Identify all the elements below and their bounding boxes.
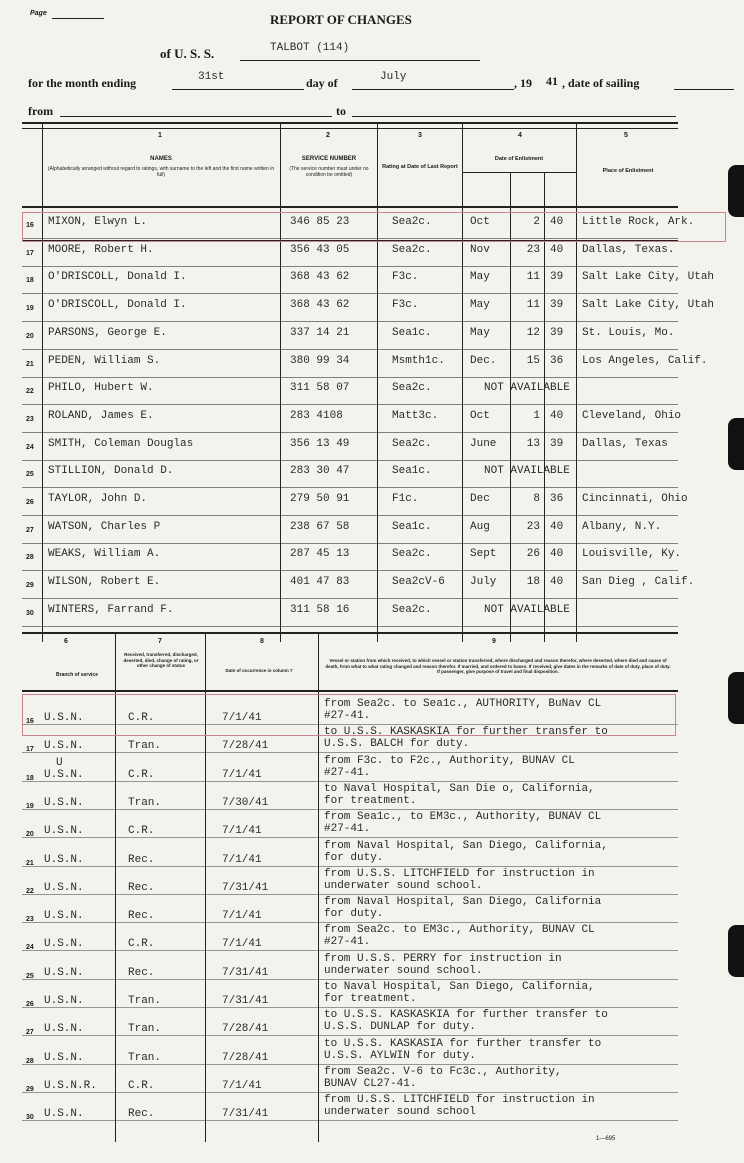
col-line-place [576,122,577,642]
row-line [22,752,678,753]
enlist-day: 11 [526,299,540,312]
enlist-year: 39 [550,326,564,339]
row-line [22,377,678,378]
row-number: 28 [26,554,34,562]
change-status: Rec. [128,853,155,866]
page-underline [52,18,104,19]
remarks-line-2: underwater sound school [324,1106,476,1119]
occurrence-date: 7/28/41 [222,1051,269,1064]
service-number: 356 13 49 [290,437,350,450]
row-line [22,1064,678,1065]
occurrence-date: 7/1/41 [222,825,262,838]
remarks-line-2: U.S.S. DUNLAP for duty. [324,1021,476,1034]
ship-name: TALBOT (114) [270,42,350,54]
enlist-year: 40 [550,216,564,228]
enlist-day: 13 [526,437,540,450]
service-number: 356 43 05 [290,243,350,256]
row-line [22,979,678,980]
enlist-year: 40 [550,243,564,256]
row-number: 20 [26,332,34,340]
change-status: Tran. [128,796,162,809]
remarks-line-1: from Sea2c. to Sea1c., AUTHORITY, BuNav CL [324,698,602,710]
change-status: Tran. [128,1051,162,1064]
person-name: WEAKS, William A. [48,548,161,561]
branch-of-service: U.S.N. [44,768,84,781]
row-line [22,404,678,405]
remarks-line-1: from Naval Hospital, San Diego, California, [324,839,608,852]
remarks-header: Vessel or station from which received, to which vessel or station transferred, where discharged and reason therefor, where deserted, where died and cause of death, from what to what rating changed and reason therefor. If married, and ordered to bases. If received, give dates in the remarks of date of duty, place of duty. If passenger, give purpose of travel and final disposition. [325,658,671,674]
remarks-line-2: BUNAV CL27-41. [324,1077,417,1090]
month-ending-label: for the month ending [28,76,137,90]
place-of-enlistment: Little Rock, Ark. [582,216,695,228]
year-prefix: , 19 [514,76,532,90]
place-of-enlistment: San Dieg , Calif. [582,576,695,589]
place-of-enlistment: Salt Lake City, Utah [582,271,715,284]
enlist-month: July [470,576,497,589]
person-name: TAYLOR, John D. [48,493,148,505]
year-value: 41 [546,74,558,88]
service-number: 283 4108 [290,409,343,422]
remarks-line-2: #27-41. [324,710,371,722]
person-name: MIXON, Elwyn L. [48,216,148,228]
remarks-line-1: to Naval Hospital, San Die o, California, [324,782,595,795]
enlist-day: 18 [526,576,540,589]
remarks-line-1: from Sea1c., to EM3c., Authority, BUNAV CL [324,811,602,824]
top-table-border-inner [22,128,678,129]
enlist-year: 40 [550,409,564,422]
row-number: 23 [26,916,34,924]
rating: F3c. [392,299,419,312]
place-of-enlistment: Dallas, Texas. [582,243,675,256]
enlist-month: Oct [470,409,490,422]
remarks-line-2: for treatment. [324,993,417,1005]
service-number: 346 85 23 [290,216,350,228]
row-line [22,1035,678,1036]
enlistment-not-available: NOT AVAILABLE [484,603,570,616]
col-num-2: 2 [326,132,330,139]
row-number: 17 [26,249,34,257]
change-status: Tran. [128,1023,162,1036]
remarks-line-2: #27-41. [324,936,371,949]
top-table-border [22,122,678,124]
enlist-year: 39 [550,299,564,312]
service-header: SERVICE NUMBER [301,156,357,162]
service-number: 311 58 07 [290,382,350,395]
row-line [22,515,678,516]
col-num-6: 6 [64,638,68,645]
place-of-enlistment: Dallas, Texas [582,437,668,450]
row-number: 19 [26,802,34,810]
change-status: C.R. [128,1079,155,1092]
rating: Msmth1c. [392,354,445,367]
enlist-day: 12 [526,326,540,339]
row-number: 26 [26,1001,34,1008]
enlist-year: 39 [550,271,564,284]
person-name: WINTERS, Farrand F. [48,603,174,616]
enlist-month: May [470,299,490,312]
remarks-line-2: #27-41. [324,766,371,779]
service-number: 368 43 62 [290,271,350,284]
change-status: C.R. [128,825,155,838]
row-number: 30 [26,1114,34,1122]
occurrence-date: 7/30/41 [222,796,269,809]
report-title: REPORT OF CHANGES [270,12,412,27]
service-number: 287 45 13 [290,548,350,561]
occurrence-date: 7/28/41 [222,1023,269,1036]
person-name: PHILO, Hubert W. [48,382,154,395]
remarks-line-2: underwater sound school. [324,879,483,892]
change-status: C.R. [128,768,155,781]
month-value: July [380,71,407,83]
occurrence-date: 7/1/41 [222,712,262,724]
enlist-month: Oct [470,216,490,228]
enlist-day: 23 [526,520,540,533]
row-number: 16 [26,718,34,725]
occurrence-date: 7/31/41 [222,1108,269,1121]
occurrence-date: 7/31/41 [222,995,269,1007]
service-number: 380 99 34 [290,354,350,367]
row-line [22,1120,678,1121]
sailing-label: , date of sailing [562,76,640,90]
service-number: 279 50 91 [290,493,350,505]
rating-header: Rating at Date of Last Report [382,164,458,170]
enlist-month: Sept [470,548,497,561]
row-line [22,321,678,322]
branch-of-service: U.S.N. [44,995,84,1007]
person-name: O'DRISCOLL, Donald I. [48,299,187,312]
change-status: Tran. [128,995,162,1007]
col-line-day [510,172,511,642]
row-line [22,293,678,294]
person-name: PARSONS, George E. [48,326,167,339]
remarks-line-2: #27-41. [324,823,371,836]
remarks-line-2: underwater sound school. [324,964,483,977]
binder-tab [728,672,744,724]
enlist-year: 36 [550,493,564,505]
month-underline [352,89,514,90]
branch-of-service: U.S.N. [44,825,84,838]
remarks-line-2: for duty. [324,908,384,921]
enlist-day: 23 [526,243,540,256]
enlistment-not-available: NOT AVAILABLE [484,382,570,395]
binder-tab [728,418,744,470]
enlist-day: 26 [526,548,540,561]
occurrence-date: 7/1/41 [222,910,262,923]
rating: Sea2c. [392,437,432,450]
row-number: 25 [26,972,34,980]
rating: Matt3c. [392,409,439,422]
row-line [22,349,678,350]
col-num-8: 8 [260,638,264,645]
occurrence-date: 7/28/41 [222,740,269,753]
row-number: 24 [26,944,34,952]
page-label: Page [30,10,47,17]
row-number: 27 [26,1029,34,1037]
names-header: NAMES [150,156,172,162]
row-number: 24 [26,443,34,451]
remarks-line-1: to U.S.S. KASKASKIA for further transfer to [324,726,608,739]
change-status: Rec. [128,910,155,923]
col-line-rating [377,122,378,642]
rating: F3c. [392,271,419,284]
remarks-line-2: for treatment. [324,794,417,807]
branch-annotation: U [56,756,63,769]
col-num-1: 1 [158,132,162,139]
row-line [22,487,678,488]
service-number: 401 47 83 [290,576,350,589]
rating: Sea1c. [392,465,432,478]
remarks-line-1: from Sea2c. V-6 to Fc3c., Authority, [324,1065,562,1078]
rating: Sea2c. [392,243,432,256]
enlist-month: June [470,437,497,450]
date-header: Date of occurrence in column 7 [225,668,293,673]
row-line [22,837,678,838]
row-number: 18 [26,774,34,782]
change-status: C.R. [128,712,155,724]
remarks-line-2: U.S.S. BALCH for duty. [324,738,470,751]
sailing-underline [674,89,734,90]
branch-of-service: U.S.N. [44,881,84,894]
person-name: PEDEN, William S. [48,354,161,367]
enlist-day: 11 [526,271,540,284]
binder-tab [728,165,744,217]
enlist-year: 40 [550,576,564,589]
service-number: 283 30 47 [290,465,350,478]
names-header-note: (Alphabetically arranged without regard to ratings, with surname to the left and the first name written in full) [47,166,275,178]
remarks-line-1: from Sea2c. to EM3c., Authority, BUNAV CL [324,924,595,937]
rating: Sea2c. [392,216,432,228]
col-line-num [42,122,43,642]
rating: Sea2c. [392,603,432,616]
enlist-sub-line [462,172,576,173]
row-number: 16 [26,222,34,229]
row-line [22,266,678,267]
occurrence-date: 7/1/41 [222,1079,262,1092]
row-line [22,432,678,433]
row-line [22,781,678,782]
enlist-month: Aug [470,520,490,533]
to-label: to [336,104,346,118]
branch-of-service: U.S.N. [44,1108,84,1121]
row-number: 25 [26,471,34,479]
remarks-line-1: from Naval Hospital, San Diego, California [324,896,602,909]
remarks-line-1: to U.S.S. KASKASIA for further transfer to [324,1037,602,1050]
enlist-year: 40 [550,520,564,533]
change-status: Rec. [128,966,155,979]
occurrence-date: 7/31/41 [222,966,269,979]
place-of-enlistment: Salt Lake City, Utah [582,299,715,312]
bottom-table-top [22,632,678,634]
row-line [22,570,678,571]
person-name: SMITH, Coleman Douglas [48,437,194,450]
remarks-line-1: from F3c. to F2c., Authority, BUNAV CL [324,754,575,767]
remarks-line-1: to Naval Hospital, San Diego, California, [324,981,595,993]
footer-code: 1—695 [596,1136,616,1142]
rating: Sea2cV-6 [392,576,445,589]
branch-of-service: U.S.N. [44,712,84,724]
change-status: Rec. [128,1108,155,1121]
enlist-month: Dec [470,493,490,505]
occurrence-date: 7/31/41 [222,881,269,894]
enlistment-not-available: NOT AVAILABLE [484,465,570,478]
row-number: 19 [26,305,34,313]
row-line [22,626,678,627]
enlist-month: Nov [470,243,490,256]
row-line [22,866,678,867]
day-value: 31st [198,71,225,83]
occurrence-date: 7/1/41 [222,853,262,866]
from-underline [60,116,332,117]
to-underline [352,116,676,117]
row-number: 29 [26,1085,34,1093]
branch-of-service: U.S.N. [44,853,84,866]
row-line [22,598,678,599]
row-number: 20 [26,831,34,839]
branch-of-service: U.S.N. [44,796,84,809]
person-name: ROLAND, James E. [48,409,154,422]
col-num-3: 3 [418,132,422,139]
enlist-month: Dec. [470,354,497,367]
row-line [22,950,678,951]
row-number: 22 [26,388,34,396]
row-number: 29 [26,582,34,590]
from-label: from [28,104,54,118]
remarks-line-1: from U.S.S. LITCHFIELD for instruction in [324,1094,595,1107]
row-number: 18 [26,277,34,285]
enlist-year: 40 [550,548,564,561]
day-underline [172,89,304,90]
highlight-top-row-16 [22,212,726,242]
enlist-day: 1 [533,409,540,422]
top-header-bottom [22,206,678,208]
row-line [22,543,678,544]
bottom-header-bottom [22,690,678,692]
row-line [22,1007,678,1008]
place-of-enlistment: St. Louis, Mo. [582,326,675,339]
branch-of-service: U.S.N. [44,938,84,951]
rating: Sea1c. [392,326,432,339]
place-of-enlistment: Albany, N.Y. [582,520,662,533]
service-header-note: (The service number must under no condition be omitted) [289,166,369,178]
row-number: 17 [26,746,34,754]
occurrence-date: 7/1/41 [222,768,262,781]
branch-of-service: U.S.N. [44,1023,84,1036]
col-num-7: 7 [158,638,162,645]
person-name: O'DRISCOLL, Donald I. [48,271,187,284]
person-name: STILLION, Donald D. [48,465,174,478]
col-num-5: 5 [624,132,628,139]
row-number: 27 [26,526,34,534]
binder-tab [728,925,744,977]
change-status: Rec. [128,881,155,894]
place-of-enlistment: Cleveland, Ohio [582,409,682,422]
row-line [22,894,678,895]
row-line [22,922,678,923]
row-number: 21 [26,859,34,867]
remarks-line-1: to U.S.S. KASKASKIA for further transfer to [324,1009,608,1022]
branch-of-service: U.S.N. [44,910,84,923]
received-header: Received, transferred, discharged, deserted, died, change of rating, or other change of status [123,652,199,668]
occurrence-date: 7/1/41 [222,938,262,951]
person-name: WILSON, Robert E. [48,576,161,589]
row-number: 23 [26,415,34,423]
branch-of-service: U.S.N. [44,740,84,753]
enlist-month: May [470,326,490,339]
row-line [22,809,678,810]
row-number: 30 [26,609,34,617]
enlist-month: May [470,271,490,284]
col-num-4: 4 [518,132,522,139]
col-line-service [280,122,281,642]
change-status: C.R. [128,938,155,951]
row-line [22,1092,678,1093]
enlist-day: 8 [533,493,540,505]
service-number: 337 14 21 [290,326,350,339]
row-number: 22 [26,887,34,895]
branch-of-service: U.S.N.R. [44,1079,97,1092]
branch-header: Branch of service [56,672,98,678]
branch-of-service: U.S.N. [44,1051,84,1064]
rating: Sea2c. [392,382,432,395]
day-of-label: day of [306,76,338,90]
rating: Sea1c. [392,520,432,533]
enlist-day: 2 [533,216,540,228]
row-number: 26 [26,499,34,506]
rating: F1c. [392,493,419,505]
enlist-header: Date of Enlistment [494,156,544,162]
row-number: 28 [26,1057,34,1065]
enlist-year: 39 [550,437,564,450]
service-number: 238 67 58 [290,520,350,533]
service-number: 368 43 62 [290,299,350,312]
place-of-enlistment: Cincinnati, Ohio [582,493,688,505]
row-number: 21 [26,360,34,368]
rating: Sea2c. [392,548,432,561]
col-line-yr [544,172,545,642]
enlist-day: 15 [526,354,540,367]
col-num-9: 9 [492,638,496,645]
person-name: WATSON, Charles P [48,520,161,533]
of-uss-label: of U. S. S. [160,46,215,61]
place-of-enlistment: Los Angeles, Calif. [582,354,708,367]
service-number: 311 58 16 [290,603,350,616]
remarks-line-2: U.S.S. AYLWIN for duty. [324,1049,476,1062]
place-of-enlistment: Louisville, Ky. [582,548,682,561]
change-status: Tran. [128,740,162,753]
remarks-line-1: from U.S.S. PERRY for instruction in [324,952,562,965]
place-header: Place of Enlistment [602,168,654,174]
person-name: MOORE, Robert H. [48,243,154,256]
enlist-year: 36 [550,354,564,367]
row-line [22,460,678,461]
branch-of-service: U.S.N. [44,966,84,979]
ship-underline [240,60,480,61]
col-line-enlist [462,122,463,642]
highlight-bottom-row-16 [22,694,676,739]
remarks-line-1: from U.S.S. LITCHFIELD for instruction in [324,867,595,880]
remarks-line-2: for duty. [324,851,384,864]
